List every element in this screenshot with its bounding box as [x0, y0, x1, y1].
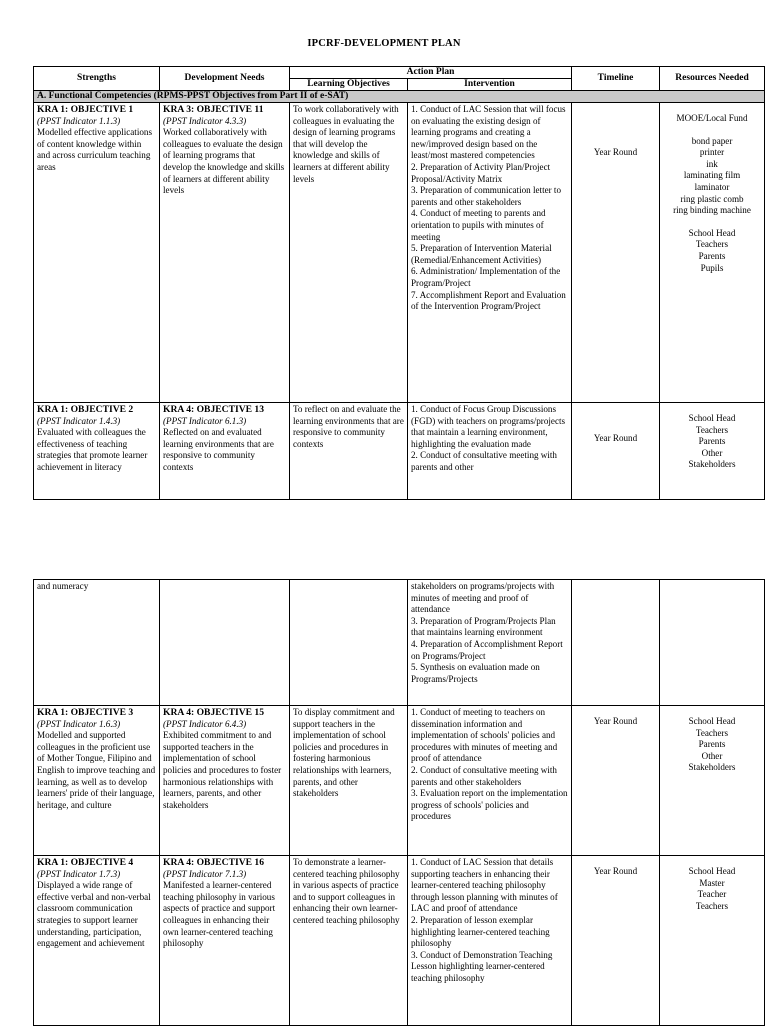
resource-item: Parents — [698, 436, 726, 447]
resource-item: MOOE/Local Fund — [676, 113, 748, 123]
strength-cell — [34, 706, 160, 856]
intervention-cell — [408, 403, 572, 500]
objective-cell — [290, 580, 408, 706]
intervention-item: 1. Conduct of Focus Group Discussions (FGD) with teachers on programs/projects that maintain a learning environment, highlighting the evaluation made — [411, 404, 566, 449]
resource-item: School Head — [688, 866, 736, 876]
resources-cell — [660, 856, 765, 1026]
resources-cell — [660, 403, 765, 500]
need-kra: KRA 4: OBJECTIVE 16 — [163, 857, 265, 868]
intervention-item: 3. Evaluation report on the implementation progress of schools' policies and procedures — [411, 788, 568, 822]
need-cell — [160, 403, 290, 500]
header-learning-objectives: Learning Objectives — [290, 79, 408, 91]
resource-item: bond paper — [691, 135, 733, 146]
resources-cell — [660, 580, 765, 706]
header-intervention: Intervention — [408, 79, 572, 91]
strength-kra: KRA 1: OBJECTIVE 1 — [37, 104, 134, 115]
need-cell — [160, 706, 290, 856]
timeline-text: Year Round — [593, 147, 638, 157]
objective-cell: To demonstrate a learner-centered teaching philosophy in various aspects of practice and to support colleagues in enhancing their own learner-centered teaching philosophy — [290, 856, 408, 1026]
resource-item: Teachers — [695, 239, 729, 250]
strength-kra: KRA 1: OBJECTIVE 3 — [37, 707, 134, 718]
resources-cell — [660, 103, 765, 403]
resource-item: Teacher — [697, 889, 727, 900]
need-indicator: (PPST Indicator 4.3.3) — [163, 115, 247, 126]
intervention-item: 3. Conduct of Demonstration Teaching Lesson highlighting learner-centered teaching philosophy — [411, 949, 553, 983]
intervention-item: 3. Preparation of Program/Projects Plan that maintains learning environment — [411, 615, 556, 638]
table-row — [34, 403, 765, 500]
development-plan-table — [33, 66, 765, 500]
resource-item: School Head — [688, 413, 736, 423]
resource-item: Teachers — [695, 424, 729, 435]
strength-cell — [34, 856, 160, 1026]
strength-indicator: (PPST Indicator 1.7.3) — [37, 868, 121, 879]
need-kra: KRA 4: OBJECTIVE 13 — [163, 404, 265, 415]
resource-item: Other — [701, 750, 723, 761]
strength-text: Displayed a wide range of effective verbal and non-verbal classroom communication strategies to support learner understanding, participation, engagement and achievement — [37, 880, 151, 949]
table-row — [34, 706, 765, 856]
timeline-text: Year Round — [593, 716, 638, 726]
header-development-needs: Development Needs — [160, 67, 290, 91]
strength-kra: KRA 1: OBJECTIVE 2 — [37, 404, 134, 415]
need-text: Manifested a learner-centered teaching philosophy in various aspects of practice and support colleagues in enhancing their own learner-centered teaching philosophy — [163, 880, 276, 949]
intervention-item: 1. Conduct of meeting to teachers on dissemination information and implementation of schools' policies and procedures with minutes of meeting and proof of attendance — [411, 707, 558, 764]
timeline-text: Year Round — [593, 866, 638, 876]
strength-text: Modelled and supported colleagues in the proficient use of Mother Tongue, Filipino and English to improve teaching and learning, as well as to develop learners' pride of their language, heritage, and culture — [37, 730, 156, 810]
resource-item: ring plastic comb — [680, 193, 744, 204]
resource-item: Stakeholders — [688, 762, 736, 773]
timeline-cell — [572, 856, 660, 1026]
strength-indicator: (PPST Indicator 1.1.3) — [37, 115, 121, 126]
resource-spacer — [663, 217, 761, 228]
intervention-item: 6. Administration/ Implementation of the Program/Project — [411, 266, 561, 288]
timeline-cell — [572, 580, 660, 706]
intervention-cell — [408, 580, 572, 706]
need-cell — [160, 580, 290, 706]
intervention-item: 7. Accomplishment Report and Evaluation of the Intervention Program/Project — [411, 289, 566, 312]
resource-item: Parents — [698, 250, 726, 261]
resource-item: School Head — [688, 227, 736, 238]
strength-text: Evaluated with colleagues the effectiveness of teaching strategies that promote learner achievement in literacy — [37, 427, 148, 472]
intervention-item: 3. Preparation of communication letter to parents and other stakeholders — [411, 185, 562, 207]
resource-item: School Head — [688, 716, 736, 726]
resource-item: Teachers — [695, 727, 729, 738]
resource-item: ink — [706, 158, 718, 169]
objective-cell: To reflect on and evaluate the learning environments that are responsive to community contexts — [290, 403, 408, 500]
need-text: Reflected on and evaluated learning environments that are responsive to community contexts — [163, 427, 274, 472]
resource-item: printer — [699, 147, 725, 158]
resource-item: Master — [699, 877, 725, 888]
strength-kra: KRA 1: OBJECTIVE 4 — [37, 857, 134, 868]
resource-item: ring binding machine — [673, 205, 751, 216]
intervention-item: 2. Conduct of consultative meeting with parents and other — [411, 450, 557, 472]
resource-item: Pupils — [700, 262, 724, 273]
strength-cell: and numeracy — [34, 580, 160, 706]
intervention-item: 2. Preparation of Activity Plan/Project Proposal/Activity Matrix — [411, 161, 551, 184]
intervention-cell — [408, 103, 572, 403]
need-indicator: (PPST Indicator 6.4.3) — [163, 718, 247, 729]
intervention-item: stakeholders on programs/projects with minutes of meeting and proof of attendance — [411, 581, 555, 615]
header-timeline: Timeline — [572, 67, 660, 91]
intervention-item: 4. Conduct of meeting to parents and orientation to pupils with minutes of meeting — [411, 208, 546, 242]
objective-cell: To display commitment and support teachers in the implementation of school policies and procedures in fostering harmonious relationships with learners, parents, and other stakeholders — [290, 706, 408, 856]
resource-item: laminator — [694, 181, 730, 192]
resource-item: laminating film — [683, 170, 741, 181]
intervention-item: 1. Conduct of LAC Session that will focus on evaluating the existing design of learning programs and creating a new/improved design based on the least/most mastered competencies — [411, 104, 566, 161]
objective-cell: To work collaboratively with colleagues in evaluating the design of learning programs that will develop the knowledge and skills of learners at different ability levels — [290, 103, 408, 403]
need-kra: KRA 3: OBJECTIVE 11 — [163, 104, 264, 115]
header-action-plan: Action Plan — [290, 67, 572, 79]
intervention-item: 5. Preparation of Intervention Material (Remedial/Enhancement Activities) — [411, 243, 552, 265]
intervention-item: 2. Conduct of consultative meeting with parents and other stakeholders — [411, 764, 557, 787]
need-kra: KRA 4: OBJECTIVE 15 — [163, 707, 265, 718]
need-text: Worked collaboratively with colleagues to evaluate the design of learning programs that develop the knowledge and skills of learners at different ability levels — [163, 127, 285, 196]
page-title: IPCRF-DEVELOPMENT PLAN — [307, 38, 461, 49]
strength-cell — [34, 403, 160, 500]
need-indicator: (PPST Indicator 7.1.3) — [163, 868, 247, 879]
resource-item: Parents — [698, 739, 726, 750]
resource-spacer — [663, 125, 761, 136]
resource-item: Teachers — [695, 900, 729, 911]
strength-text: Modelled effective applications of content knowledge within and across curriculum teaching areas — [37, 127, 152, 172]
resource-item: Other — [701, 447, 723, 458]
need-indicator: (PPST Indicator 6.1.3) — [163, 415, 247, 426]
resource-item: Stakeholders — [688, 459, 736, 470]
timeline-cell — [572, 706, 660, 856]
intervention-cell — [408, 856, 572, 1026]
intervention-item: 4. Preparation of Accomplishment Report on Programs/Project — [411, 638, 563, 661]
intervention-item: 1. Conduct of LAC Session that details supporting teachers in enhancing their learner-centered teaching philosophy through lesson planning with minutes of LAC and proof of attendance — [411, 857, 558, 914]
table-row — [34, 103, 765, 403]
need-cell — [160, 103, 290, 403]
timeline-text: Year Round — [593, 433, 638, 443]
intervention-item: 2. Preparation of lesson exemplar highlighting learner-centered teaching philosophy — [411, 914, 550, 949]
strength-indicator: (PPST Indicator 1.4.3) — [37, 415, 121, 426]
header-resources: Resources Needed — [660, 67, 765, 91]
need-text: Exhibited commitment to and supported teachers in the implementation of school policies and procedures to foster harmonious relationships with learners, parents, and other stakeholders — [163, 730, 282, 810]
intervention-cell — [408, 706, 572, 856]
resources-cell — [660, 706, 765, 856]
intervention-item: 5. Synthesis on evaluation made on Programs/Projects — [411, 662, 540, 684]
need-cell — [160, 856, 290, 1026]
table-row — [34, 580, 765, 706]
header-strengths: Strengths — [34, 67, 160, 91]
strength-indicator: (PPST Indicator 1.6.3) — [37, 718, 121, 729]
timeline-cell — [572, 103, 660, 403]
table-row — [34, 856, 765, 1026]
timeline-cell — [572, 403, 660, 500]
section-a-heading: A. Functional Competencies (RPMS-PPST Objectives from Part II of e-SAT) — [34, 91, 765, 103]
strength-cell — [34, 103, 160, 403]
development-plan-table-continued — [33, 579, 765, 1026]
